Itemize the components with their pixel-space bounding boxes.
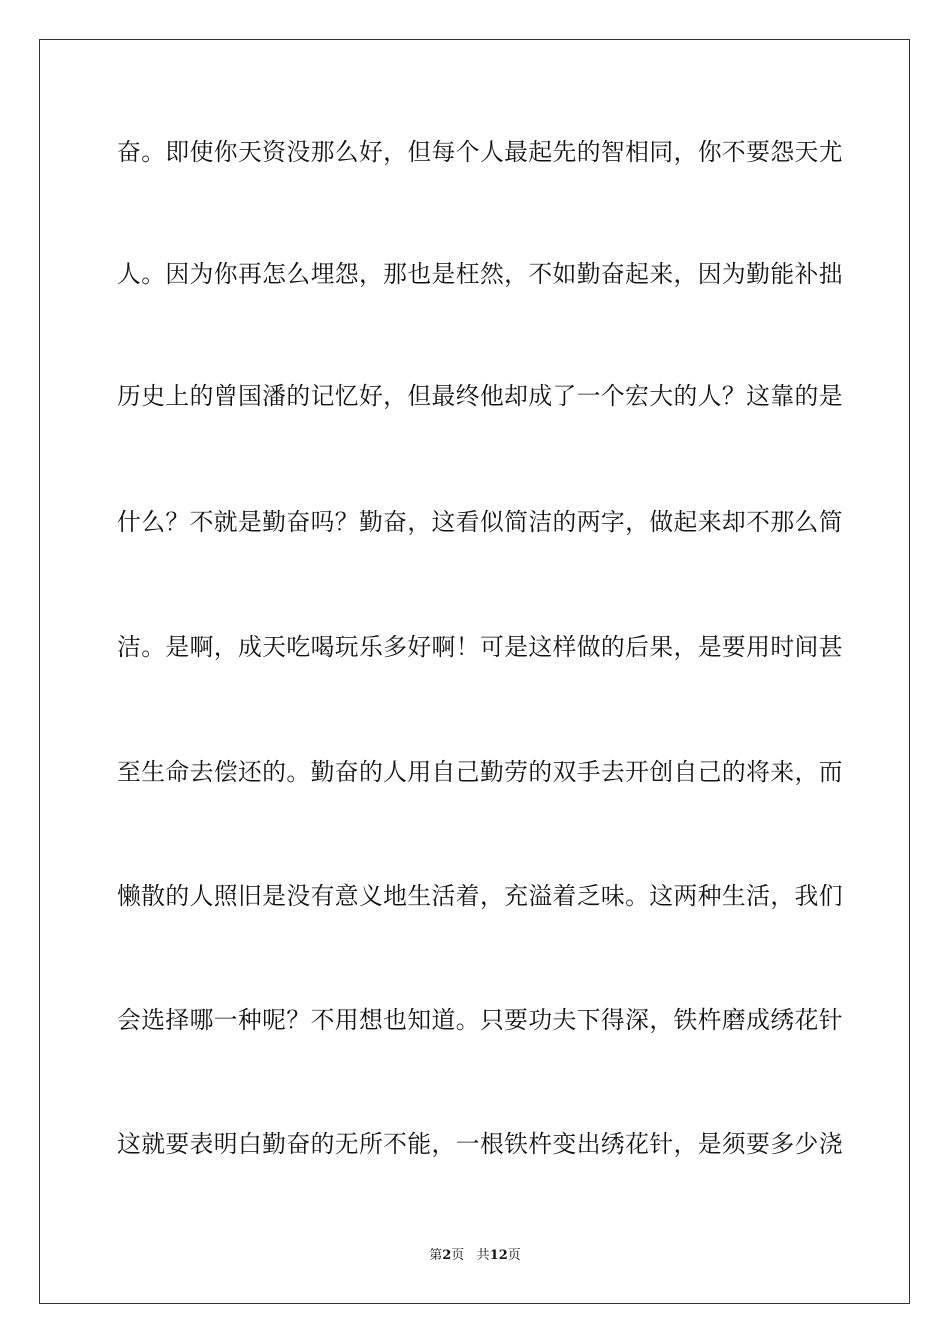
footer-page-number: 2 — [442, 1248, 452, 1263]
page-border — [39, 39, 910, 1304]
text-line: 人。因为你再怎么埋怨，那也是枉然，不如勤奋起来，因为勤能补拙 — [117, 260, 843, 288]
text-line: 洁。是啊，成天吃喝玩乐多好啊！可是这样做的后果，是要用时间甚 — [117, 633, 843, 661]
text-line: 懒散的人照旧是没有意义地生活着，充溢着乏味。这两种生活，我们 — [117, 882, 843, 910]
text-line: 至生命去偿还的。勤奋的人用自己勤劳的双手去开创自己的将来，而 — [117, 758, 843, 786]
footer-page-prefix: 第 — [429, 1248, 443, 1263]
footer-total-pages: 12 — [489, 1248, 508, 1263]
text-line: 奋。即使你天资没那么好，但每个人最起先的智相同，你不要怨天尤 — [117, 138, 843, 166]
text-line: 这就要表明白勤奋的无所不能，一根铁杵变出绣花针，是须要多少浇 — [117, 1130, 843, 1158]
page-footer — [0, 1246, 950, 1266]
footer-total-prefix: 共 — [476, 1248, 490, 1263]
footer-total-suffix: 页 — [507, 1248, 521, 1263]
text-line: 历史上的曾国潘的记忆好，但最终他却成了一个宏大的人？这靠的是 — [117, 382, 843, 410]
footer-page-suffix: 页 — [451, 1248, 465, 1263]
text-line: 会选择哪一种呢？不用想也知道。只要功夫下得深，铁杵磨成绣花针 — [117, 1006, 843, 1034]
text-line: 什么？不就是勤奋吗？勤奋，这看似简洁的两字，做起来却不那么简 — [117, 508, 843, 536]
